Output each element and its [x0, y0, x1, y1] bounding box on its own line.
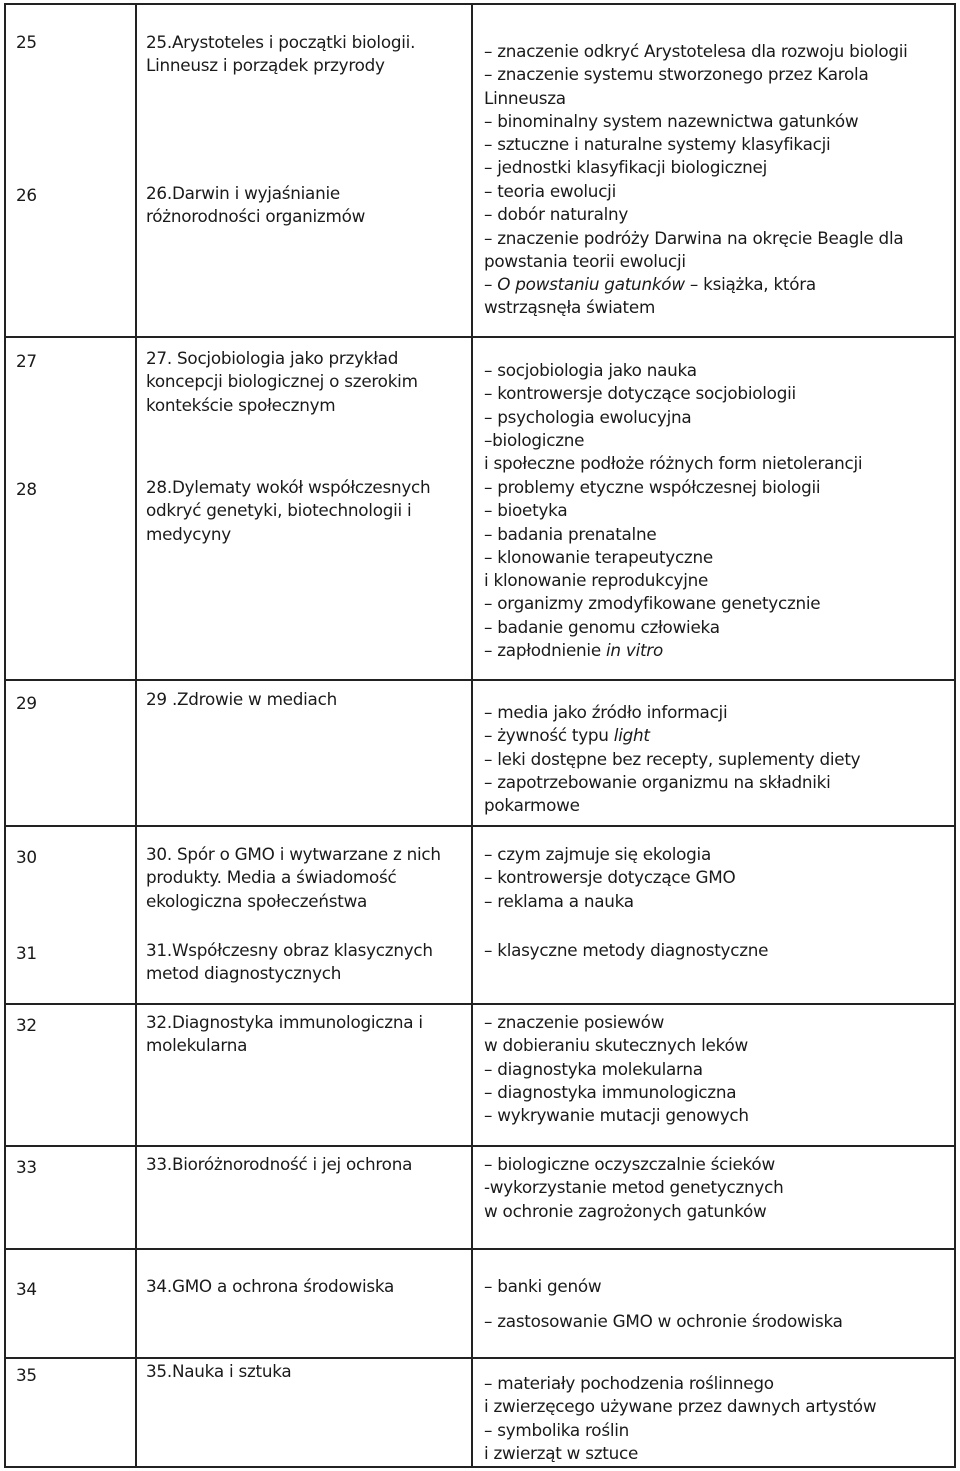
topic-line: metod diagnostycznych: [146, 963, 342, 984]
content-line: – socjobiologia jako nauka: [484, 360, 697, 380]
content-cell: [484, 359, 862, 475]
topic-line: koncepcji biologicznej o szerokim: [146, 371, 418, 392]
row-divider: [5, 3, 955, 5]
row-number: 31: [16, 943, 37, 963]
content-line: w dobieraniu skutecznych leków: [484, 1035, 748, 1056]
topic-line: produkty. Media a świadomość: [146, 867, 397, 888]
row-number: 25: [16, 32, 37, 52]
topic-line: 29 .Zdrowie w mediach: [146, 689, 337, 709]
content-cell: [484, 476, 820, 662]
content-line: – czym zajmuje się ekologia: [484, 844, 711, 864]
content-line: – badanie genomu człowieka: [484, 616, 720, 637]
content-line: –biologiczne: [484, 429, 585, 450]
content-line: – banki genów: [484, 1276, 602, 1296]
content-line: – znaczenie systemu stworzonego przez Karola: [484, 64, 869, 85]
content-line: – dobór naturalny: [484, 204, 629, 225]
content-line: – klonowanie terapeutyczne: [484, 546, 713, 567]
topic-cell: [146, 31, 415, 78]
content-line: i klonowanie reprodukcyjne: [484, 570, 709, 591]
row-divider: [5, 1248, 955, 1250]
topic-cell: [146, 1153, 412, 1176]
topic-line: 26.Darwin i wyjaśnianie: [146, 183, 340, 203]
row-number: 30: [16, 847, 37, 867]
content-cell: [484, 843, 735, 913]
topic-line: molekularna: [146, 1035, 248, 1056]
row-number: 29: [16, 693, 37, 713]
content-line-invitro: [484, 639, 820, 662]
content-cell: [484, 1153, 783, 1223]
content-line: Linneusza: [484, 87, 566, 108]
content-cell: [484, 1372, 876, 1465]
content-line: i zwierzęcego używane przez dawnych artystów: [484, 1396, 877, 1417]
topic-line: medycyny: [146, 523, 231, 544]
content-line: -wykorzystanie metod genetycznych: [484, 1177, 784, 1198]
content-line: – sztuczne i naturalne systemy klasyfikacji: [484, 134, 831, 155]
topic-line: 25.Arystoteles i początki biologii.: [146, 32, 416, 52]
content-line: – teoria ewolucji: [484, 181, 616, 201]
row-divider: [5, 1003, 955, 1005]
content-line: – problemy etyczne współczesnej biologii: [484, 477, 821, 497]
content-text: – książka, która: [684, 274, 816, 295]
italic-term: light: [613, 725, 650, 746]
content-line-book: [484, 273, 903, 296]
content-line: w ochronie zagrożonych gatunków: [484, 1200, 767, 1221]
row-divider: [5, 336, 955, 338]
row-divider: [5, 679, 955, 681]
topic-line: różnorodności organizmów: [146, 206, 366, 227]
content-line-light: [484, 724, 860, 747]
topic-cell: [146, 1275, 394, 1298]
topic-line: 31.Współczesny obraz klasycznych: [146, 940, 433, 960]
topic-cell: [146, 688, 337, 711]
topic-line: 34.GMO a ochrona środowiska: [146, 1276, 395, 1296]
content-text: – żywność typu: [484, 725, 614, 746]
content-text: – zapłodnienie: [484, 640, 606, 661]
topic-cell: [146, 476, 430, 546]
content-line: – kontrowersje dotyczące socjobiologii: [484, 383, 796, 404]
topic-cell: [146, 843, 441, 913]
topic-cell: [146, 1011, 423, 1058]
topic-cell: [146, 347, 418, 417]
content-cell: [484, 1011, 749, 1127]
table-border-bottom: [5, 1466, 955, 1468]
content-line: – psychologia ewolucyjna: [484, 406, 692, 427]
content-line: – znaczenie odkryć Arystotelesa dla rozwoju biologii: [484, 41, 908, 61]
topic-line: kontekście społecznym: [146, 394, 336, 415]
content-line: – leki dostępne bez recepty, suplementy diety: [484, 748, 861, 769]
row-number: 33: [16, 1157, 37, 1177]
content-line: powstania teorii ewolucji: [484, 250, 686, 271]
content-cell: [484, 40, 908, 180]
row-number: 35: [16, 1365, 37, 1385]
topic-line: 32.Diagnostyka immunologiczna i: [146, 1012, 423, 1032]
row-number: 28: [16, 479, 37, 499]
topic-line: ekologiczna społeczeństwa: [146, 890, 368, 911]
content-line: – badania prenatalne: [484, 523, 657, 544]
content-cell: [484, 180, 903, 320]
content-line: wstrząsnęła światem: [484, 297, 656, 318]
row-divider: [5, 1145, 955, 1147]
content-line: – wykrywanie mutacji genowych: [484, 1105, 749, 1126]
row-number: 27: [16, 351, 37, 371]
content-line: – organizmy zmodyfikowane genetycznie: [484, 593, 821, 614]
content-line: – zastosowanie GMO w ochronie środowiska: [484, 1311, 843, 1331]
content-line: – znaczenie posiewów: [484, 1012, 665, 1032]
row-number: 26: [16, 185, 37, 205]
row-divider: [5, 825, 955, 827]
content-line: – materiały pochodzenia roślinnego: [484, 1373, 774, 1393]
content-cell: [484, 939, 768, 962]
row-number: 32: [16, 1015, 37, 1035]
content-dash: –: [484, 274, 498, 295]
content-line: – kontrowersje dotyczące GMO: [484, 867, 736, 888]
content-line: – binominalny system nazewnictwa gatunków: [484, 110, 859, 131]
content-line: – biologiczne oczyszczalnie ścieków: [484, 1154, 775, 1174]
topic-line: odkryć genetyki, biotechnologii i: [146, 500, 412, 521]
row-divider: [5, 1357, 955, 1359]
topic-line: Linneusz i porządek przyrody: [146, 55, 385, 76]
content-line: – diagnostyka molekularna: [484, 1058, 703, 1079]
content-line: – jednostki klasyfikacji biologicznej: [484, 157, 768, 178]
topic-cell: [146, 939, 433, 986]
content-line: – symbolika roślin: [484, 1419, 630, 1440]
topic-cell: [146, 1360, 291, 1383]
content-cell: [484, 701, 860, 817]
topic-line: 27. Socjobiologia jako przykład: [146, 348, 399, 368]
content-line: – znaczenie podróży Darwina na okręcie Beagle dla: [484, 227, 904, 248]
topic-cell: [146, 182, 365, 229]
content-cell: [484, 1310, 843, 1333]
content-line: – zapotrzebowanie organizmu na składniki: [484, 771, 831, 792]
content-line: – klasyczne metody diagnostyczne: [484, 940, 769, 960]
content-line: pokarmowe: [484, 795, 580, 816]
topic-line: 30. Spór o GMO i wytwarzane z nich: [146, 844, 441, 864]
content-cell: [484, 1275, 601, 1298]
italic-term: in vitro: [606, 640, 663, 661]
topic-line: 28.Dylematy wokół współczesnych: [146, 477, 431, 497]
topic-line: 33.Bioróżnorodność i jej ochrona: [146, 1154, 413, 1174]
content-line: i zwierząt w sztuce: [484, 1442, 639, 1463]
book-title: O powstaniu gatunków: [497, 274, 685, 295]
row-number: 34: [16, 1279, 37, 1299]
content-line: – media jako źródło informacji: [484, 702, 728, 722]
topic-line: 35.Nauka i sztuka: [146, 1361, 292, 1381]
content-line: – reklama a nauka: [484, 890, 634, 911]
content-line: i społeczne podłoże różnych form nietolerancji: [484, 453, 863, 474]
content-line: – bioetyka: [484, 500, 568, 521]
content-line: – diagnostyka immunologiczna: [484, 1081, 737, 1102]
